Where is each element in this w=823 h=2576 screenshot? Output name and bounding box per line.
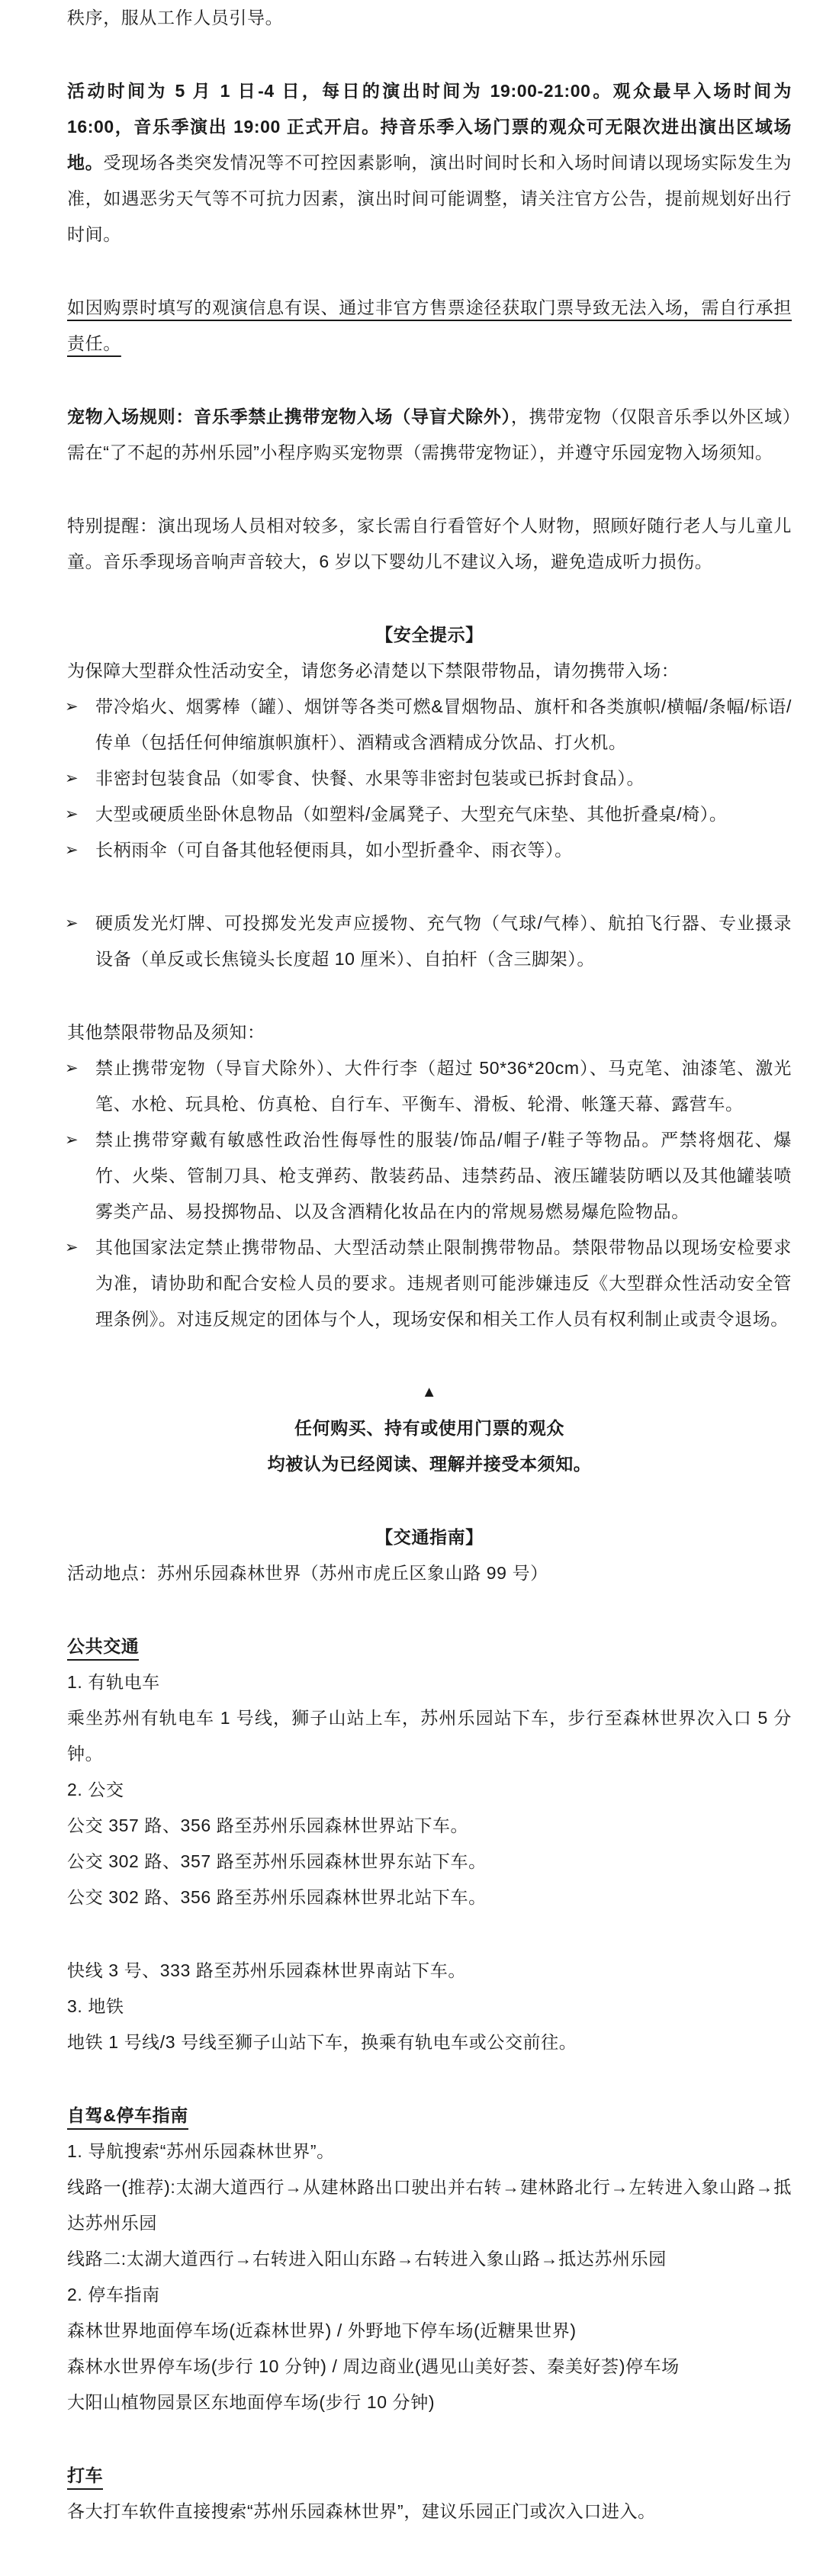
- arrow-bullet-icon: ➢: [65, 770, 79, 787]
- prohibited-item: [67, 1230, 792, 1337]
- prohibited-item-text: 长柄雨伞（可自备其他轻便雨具，如小型折叠伞、雨衣等）。: [95, 840, 573, 860]
- traffic-section-title: 【交通指南】: [375, 1527, 484, 1547]
- safety-section-title: 【安全提示】: [375, 625, 484, 645]
- prohibited-item-text: 非密封包装食品（如零食、快餐、水果等非密封包装或已拆封食品）。: [95, 768, 645, 788]
- special-reminder: 特别提醒：演出现场人员相对较多，家长需自行看管好个人财物，照顾好随行老人与儿童儿童。音乐季现场音响声音较大，6 岁以下婴幼儿不建议入场，避免造成听力损伤。: [67, 516, 792, 571]
- arrow-bullet-icon: ➢: [65, 1060, 79, 1077]
- event-time-bold: 活动时间为 5 月 1 日-4 日，每日的演出时间为 19:00-21:00。观众最早入场时间为 16:00，音乐季演出 19:00 正式开启。持音乐季入场门票的观众可无限次进出演出区域场地。: [67, 81, 792, 172]
- driving-line: 1. 导航搜索“苏州乐园森林世界”。: [67, 2141, 335, 2161]
- transit-line: 公交 302 路、357 路至苏州乐园森林世界东站下车。: [67, 1851, 487, 1871]
- prohibited-item: [67, 1050, 792, 1122]
- order-note: 秩序，服从工作人员引导。: [67, 8, 284, 27]
- arrow-bullet-icon: ➢: [65, 806, 79, 823]
- ticket-responsibility-note: 如因购票时填写的观演信息有误、通过非官方售票途径获取门票导致无法入场，需自行承担责任。: [67, 297, 792, 353]
- event-location: 活动地点：苏州乐园森林世界（苏州市虎丘区象山路 99 号）: [67, 1563, 548, 1583]
- prohibited-item-text: 带冷焰火、烟雾棒（罐）、烟饼等各类可燃&冒烟物品、旗杆和各类旗帜/横幅/条幅/标语/传单（包括任何伸缩旗帜旗杆）、酒精或含酒精成分饮品、打火机。: [95, 696, 792, 752]
- transit-line: 乘坐苏州有轨电车 1 号线，狮子山站上车，苏州乐园站下车，步行至森林世界次入口 5 分钟。: [67, 1708, 792, 1764]
- driving-line: 2. 停车指南: [67, 2285, 160, 2304]
- other-prohibited-note: 其他禁限带物品及须知：: [67, 1022, 265, 1042]
- driving-line: 大阳山植物园景区东地面停车场(步行 10 分钟): [67, 2392, 436, 2412]
- driving-line: 线路二:太湖大道西行→右转进入阳山东路→右转进入象山路→抵达苏州乐园: [67, 2249, 667, 2269]
- driving-line: 线路一(推荐):太湖大道西行→从建林路出口驶出并右转→建林路北行→左转进入象山路→抵达苏州乐园: [67, 2177, 792, 2233]
- arrow-bullet-icon: ➢: [65, 698, 79, 716]
- pet-policy-rest: ，携带宠物（仅限音乐季以外区域）需在“了不起的苏州乐园”小程序购买宠物票（需携带宠物证），并遵守乐园宠物入场须知。: [67, 407, 792, 462]
- agreement-line-1: 任何购买、持有或使用门票的观众: [294, 1418, 564, 1438]
- prohibited-item: [67, 796, 792, 832]
- transit-line: 公交 357 路、356 路至苏州乐园森林世界站下车。: [67, 1815, 469, 1835]
- prohibited-item-text: 其他国家法定禁止携带物品、大型活动禁止限制携带物品。禁限带物品以现场安检要求为准，请协助和配合安检人员的要求。违规者则可能涉嫌违反《大型群众性活动安全管理条例》。对违反规定的团体与个人，现场安保和相关工作人员有权利制止或责令退场。: [95, 1237, 792, 1329]
- transit-line: 1. 有轨电车: [67, 1672, 160, 1692]
- driving-line: 森林水世界停车场(步行 10 分钟) / 周边商业(遇见山美好荟、秦美好荟)停车场: [67, 2356, 680, 2376]
- safety-lead: 为保障大型群众性活动安全，请您务必清楚以下禁限带物品，请勿携带入场：: [67, 661, 680, 680]
- prohibited-item: [67, 1122, 792, 1230]
- transit-line: 快线 3 号、333 路至苏州乐园森林世界南站下车。: [67, 1960, 466, 1980]
- arrow-bullet-icon: ➢: [65, 841, 79, 859]
- prohibited-item-text: 大型或硬质坐卧休息物品（如塑料/金属凳子、大型充气床垫、其他折叠桌/椅）。: [95, 804, 728, 824]
- driving-line: 森林世界地面停车场(近森林世界) / 外野地下停车场(近糖果世界): [67, 2320, 577, 2340]
- taxi-heading: 打车: [67, 2458, 792, 2494]
- driving-parking-heading: 自驾&停车指南: [67, 2098, 792, 2134]
- transit-line: 公交 302 路、356 路至苏州乐园森林世界北站下车。: [67, 1887, 487, 1907]
- arrow-bullet-icon: ➢: [65, 1131, 79, 1149]
- prohibited-item: [67, 761, 792, 796]
- prohibited-item-text: 禁止携带穿戴有敏感性政治性侮辱性的服装/饰品/帽子/鞋子等物品。严禁将烟花、爆竹、火柴、管制刀具、枪支弹药、散装药品、违禁药品、液压罐装防晒以及其他罐装喷雾类产品、易投掷物品、以及含酒精化妆品在内的常规易燃易爆危险物品。: [95, 1130, 792, 1221]
- transit-line: 3. 地铁: [67, 1996, 124, 2016]
- pet-policy-bold: 宠物入场规则：音乐季禁止携带宠物入场（导盲犬除外）: [67, 407, 511, 426]
- prohibited-item-text: 硬质发光灯牌、可投掷发光发声应援物、充气物（气球/气棒）、航拍飞行器、专业摄录设备（单反或长焦镜头长度超 10 厘米）、自拍杆（含三脚架）。: [95, 913, 792, 969]
- prohibited-item-text: 禁止携带宠物（导盲犬除外）、大件行李（超过 50*36*20cm）、马克笔、油漆笔、激光笔、水枪、玩具枪、仿真枪、自行车、平衡车、滑板、轮滑、帐篷天幕、露营车。: [95, 1058, 792, 1114]
- transit-line: 地铁 1 号线/3 号线至狮子山站下车，换乘有轨电车或公交前往。: [67, 2032, 577, 2052]
- arrow-bullet-icon: ➢: [65, 1239, 79, 1256]
- event-time-paragraph: [67, 73, 792, 252]
- taxi-line: 各大打车软件直接搜索“苏州乐园森林世界”，建议乐园正门或次入口进入。: [67, 2501, 656, 2521]
- prohibited-item: [67, 832, 792, 868]
- transit-line: 2. 公交: [67, 1780, 124, 1799]
- pet-policy-paragraph: [67, 399, 792, 471]
- prohibited-item: [67, 689, 792, 761]
- agreement-line-2: 均被认为已经阅读、理解并接受本须知。: [267, 1454, 592, 1474]
- event-time-rest: 受现场各类突发情况等不可控因素影响，演出时间时长和入场时间请以现场实际发生为准，如遇恶劣天气等不可抗力因素，演出时间可能调整，请关注官方公告，提前规划好出行时间。: [67, 153, 792, 244]
- arrow-bullet-icon: ➢: [65, 915, 79, 932]
- prohibited-item: [67, 905, 792, 977]
- public-transit-heading: 公共交通: [67, 1629, 792, 1664]
- agreement-triangle-icon: ▲: [421, 1384, 438, 1401]
